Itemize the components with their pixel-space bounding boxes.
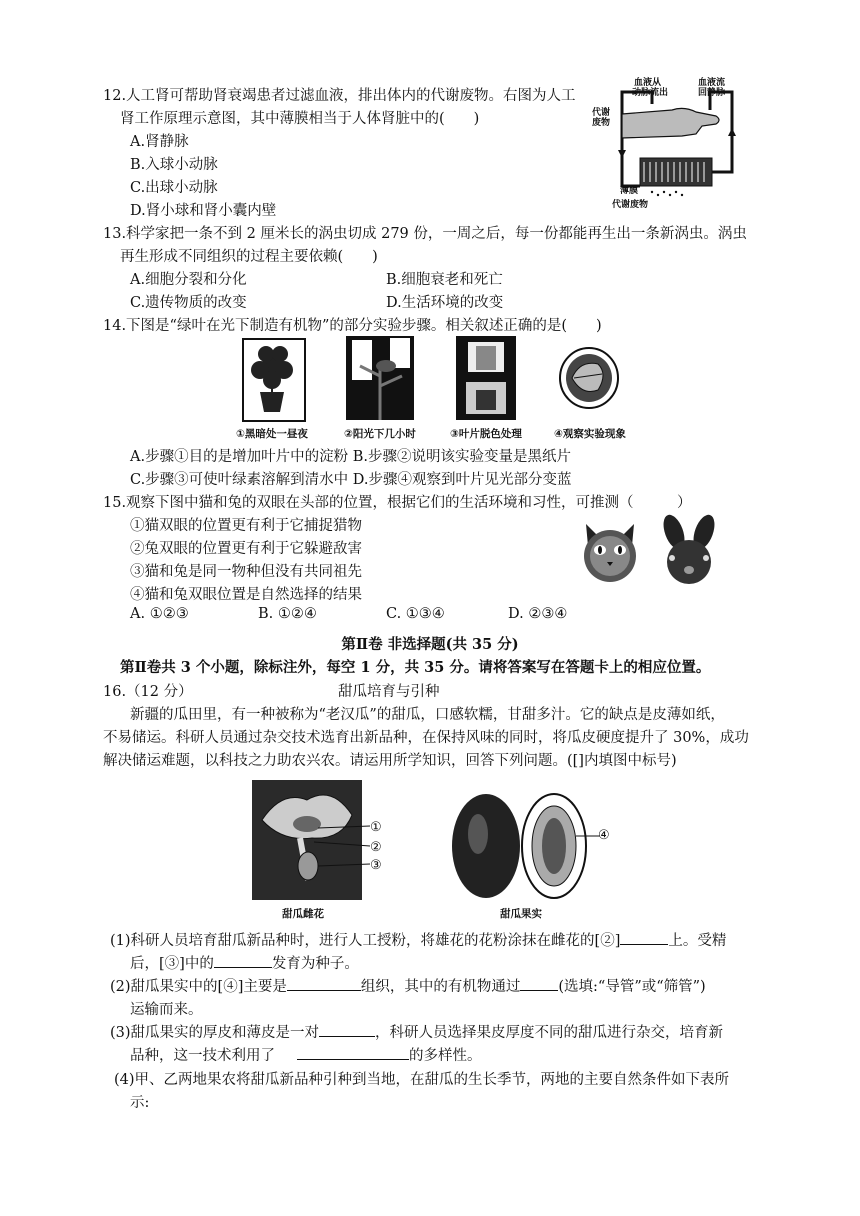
q14-step3-image	[456, 336, 516, 420]
artificial-kidney-figure: 血液从 动脉流出 血液流 回静脉 代谢 废物 薄膜 代谢废物	[592, 76, 752, 212]
answer-blank-4[interactable]	[520, 976, 558, 991]
fruit-mark-4: ④	[598, 828, 610, 843]
q16-sub4-line1: (4)甲、乙两地果农将甜瓜新品种引种到当地，在甜瓜的生长季节，两地的主要自然条件如下表所	[114, 1072, 730, 1088]
melon-flower-image	[252, 780, 380, 900]
q12-stem-line2: 肾工作原理示意图，其中薄膜相当于人体肾脏中的( )	[120, 111, 480, 127]
melon-flower-caption: 甜瓜雌花	[282, 908, 324, 920]
q16-sub1-line1: (1)科研人员培育甜瓜新品种时，进行人工授粉，将雄花的花粉涂抹在雌花的[②] 上。受精	[110, 929, 726, 950]
answer-blank-3[interactable]	[287, 976, 361, 991]
part2-instruction: 第Ⅱ卷共 3 个小题，除标注外，每空 1 分，共 35 分。请将答案写在答题卡上的相应位置。	[120, 659, 711, 676]
q14-step2-image	[346, 336, 414, 420]
q15-statement-1: ①猫双眼的位置更有利于它捕捉猎物	[130, 518, 362, 534]
q16-sub2-line2: 运输而来。	[130, 1002, 203, 1018]
q16-sub1-line2: 后，[③]中的 发育为种子。	[130, 952, 359, 973]
part2-title: 第Ⅱ卷 非选择题(共 35 分)	[341, 636, 519, 653]
q16-para-line2: 不易储运。科研人员通过杂交技术选育出新品种，在保持风味的同时，将瓜皮硬度提升了 30%，成功	[103, 730, 749, 746]
q13-option-a: A.细胞分裂和分化	[130, 272, 247, 288]
answer-blank-2[interactable]	[214, 953, 272, 968]
q15-option-a: A. ①②③	[130, 606, 189, 622]
q14-stem: 14.下图是“绿叶在光下制造有机物”的部分实验步骤。相关叙述正确的是( )	[103, 318, 602, 334]
q16-sub4-line2: 示:	[130, 1095, 150, 1111]
q15-option-b: B. ①②④	[258, 606, 317, 622]
q12-stem-line1: 12.人工肾可帮助肾衰竭患者过滤血液，排出体内的代谢废物。右图为人工	[103, 88, 576, 104]
q12-option-a: A.肾静脉	[130, 134, 189, 150]
q12-option-b: B.入球小动脉	[130, 157, 218, 173]
q15-statement-3: ③猫和兔是同一物种但没有共同祖先	[130, 564, 362, 580]
q14-step1-image	[242, 338, 306, 422]
q16-sub3-line2: 品种，这一技术利用了 的多样性。	[130, 1044, 482, 1065]
answer-blank-6[interactable]	[297, 1045, 409, 1060]
q14-caption-4: ④观察实验现象	[554, 428, 626, 440]
q14-options-line2: C.步骤③可使叶绿素溶解到清水中 D.步骤④观察到叶片见光部分变蓝	[130, 472, 572, 488]
q16-sub2-line1: (2)甜瓜果实中的[④]主要是 组织，其中的有机物通过 (选填:“导管”或“筛管”)	[110, 975, 706, 996]
q15-statement-2: ②兔双眼的位置更有利于它躲避敌害	[130, 541, 362, 557]
melon-fruit-image	[450, 790, 600, 902]
flower-mark-1: ①	[370, 820, 382, 835]
q13-option-c: C.遗传物质的改变	[130, 295, 247, 311]
q12-option-c: C.出球小动脉	[130, 180, 218, 196]
q15-statement-4: ④猫和兔双眼位置是自然选择的结果	[130, 587, 362, 603]
q14-step4-image	[558, 338, 620, 418]
q13-option-d: D.生活环境的改变	[386, 295, 504, 311]
answer-blank-1[interactable]	[620, 930, 668, 945]
q16-para-line1: 新疆的瓜田里，有一种被称为“老汉瓜”的甜瓜，口感软糯，甘甜多汁。它的缺点是皮薄如纸，	[130, 707, 725, 723]
q16-para-line3: 解决储运难题，以科技之力助农兴农。请运用所学知识，回答下列问题。([]内填图中标号)	[103, 753, 677, 769]
melon-fruit-caption: 甜瓜果实	[500, 908, 542, 920]
rabbit-face-image	[660, 514, 718, 586]
q14-caption-1: ①黑暗处一昼夜	[236, 428, 308, 440]
cat-face-image	[578, 516, 642, 586]
q12-option-d: D.肾小球和肾小囊内壁	[130, 203, 277, 219]
answer-blank-5[interactable]	[319, 1022, 375, 1037]
q13-option-b: B.细胞衰老和死亡	[386, 272, 503, 288]
q14-caption-3: ③叶片脱色处理	[450, 428, 522, 440]
q15-option-c: C. ①③④	[386, 606, 445, 622]
flower-mark-2: ②	[370, 840, 382, 855]
q16-number: 16.（12 分）	[103, 684, 193, 700]
q15-option-d: D. ②③④	[508, 606, 568, 622]
flower-mark-3: ③	[370, 858, 382, 873]
q16-sub3-line1: (3)甜瓜果实的厚皮和薄皮是一对 ，科研人员选择果皮厚度不同的甜瓜进行杂交，培育新	[110, 1021, 723, 1042]
q14-caption-2: ②阳光下几小时	[344, 428, 416, 440]
q16-title: 甜瓜培育与引种	[338, 684, 440, 700]
q15-stem: 15.观察下图中猫和兔的双眼在头部的位置，根据它们的生活环境和习性，可推测（ ）	[103, 495, 692, 511]
q14-options-line1: A.步骤①目的是增加叶片中的淀粉 B.步骤②说明该实验变量是黑纸片	[130, 449, 571, 465]
q13-stem-line2: 再生形成不同组织的过程主要依赖( )	[120, 249, 378, 265]
q13-stem-line1: 13.科学家把一条不到 2 厘米长的涡虫切成 279 份，一周之后，每一份都能再生出一条新涡虫。涡虫	[103, 226, 747, 242]
